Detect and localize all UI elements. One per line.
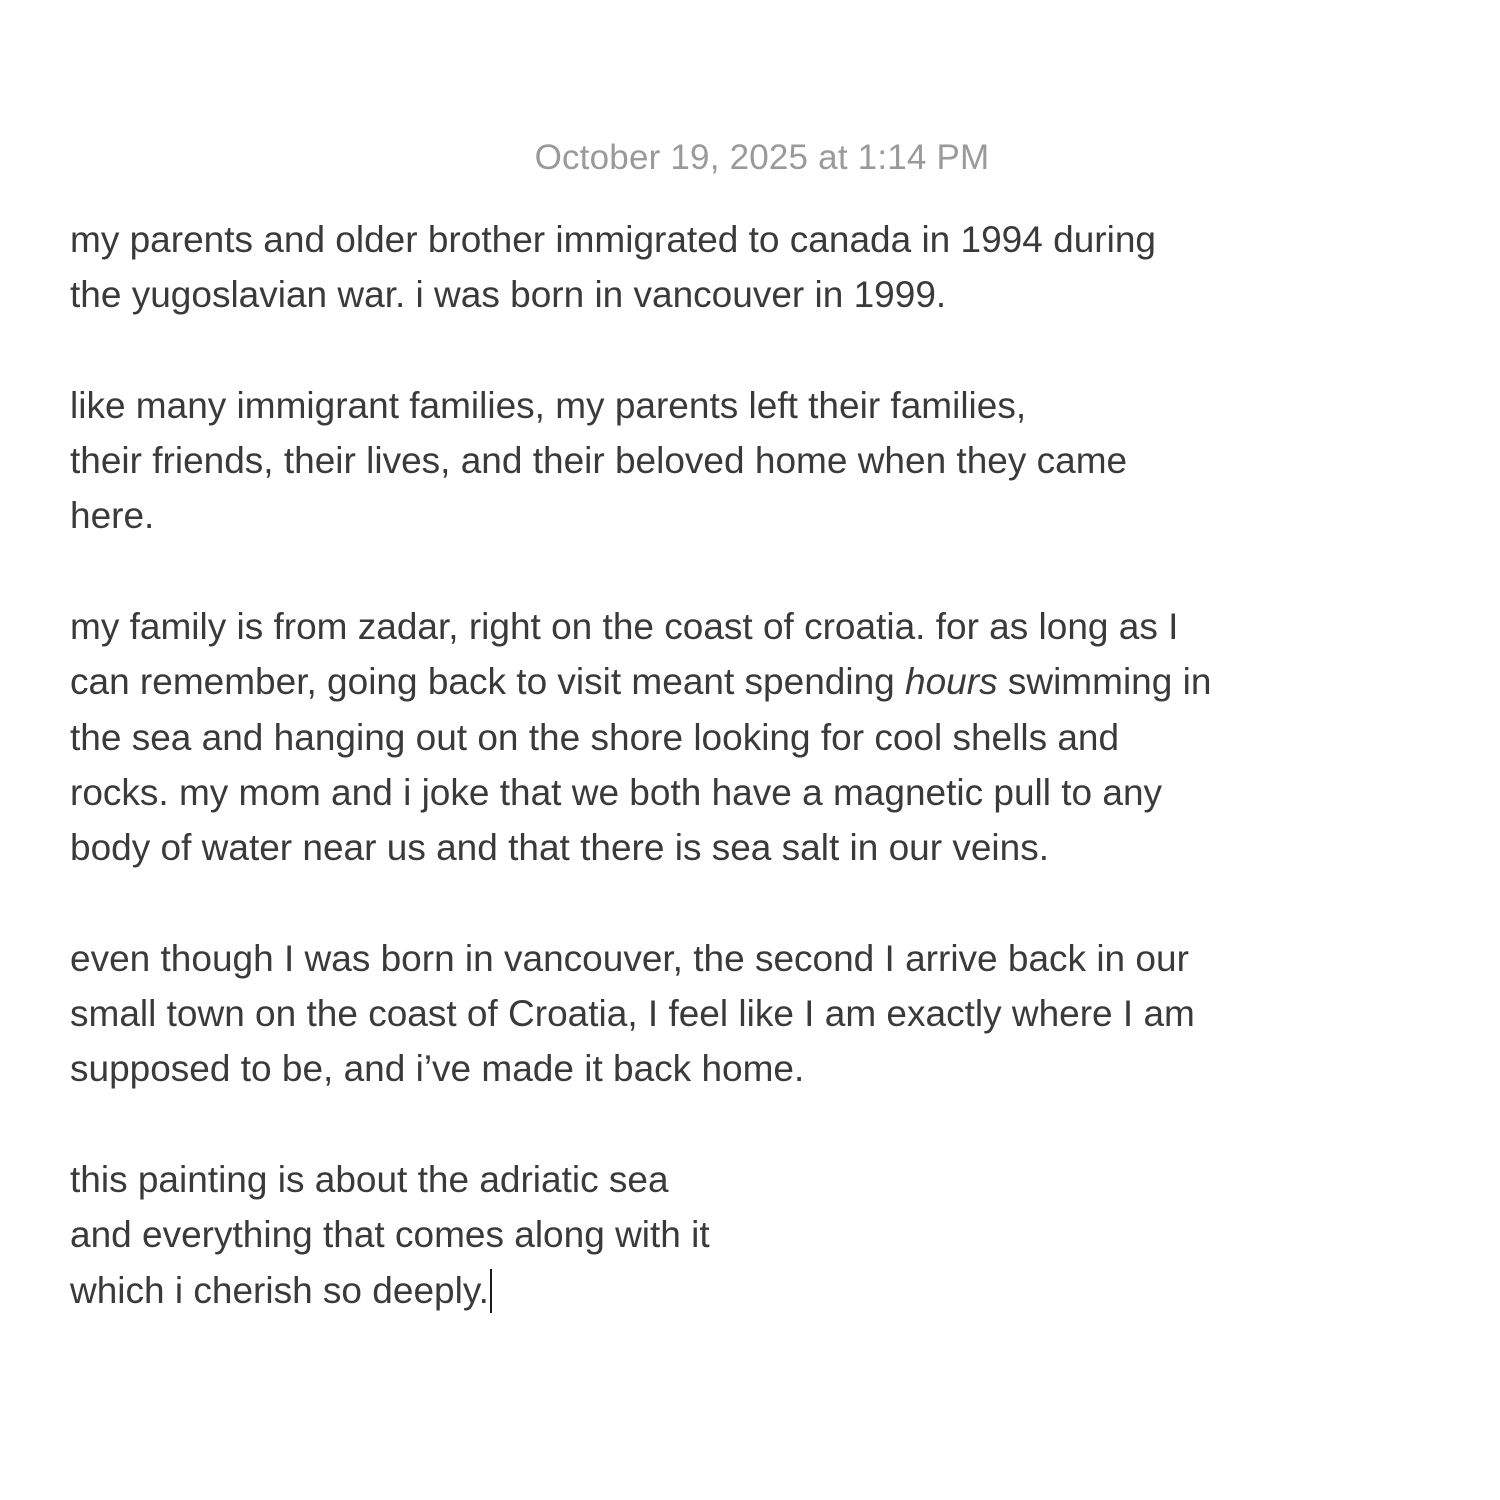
note-body[interactable]	[70, 212, 1480, 1318]
note-paragraph	[70, 378, 1480, 544]
note-paragraph	[70, 931, 1480, 1097]
note-line: and everything that comes along with it	[70, 1214, 710, 1256]
note-line: even though I was born in vancouver, the second I arrive back in our	[70, 937, 1189, 979]
note-line: my parents and older brother immigrated to canada in 1994 during	[70, 219, 1156, 260]
note-line: this painting is about the adriatic sea	[70, 1159, 669, 1201]
note-line: here.	[70, 495, 155, 537]
note-line: my family is from zadar, right on the coast of croatia. for as long as I	[70, 606, 1179, 648]
note-timestamp: October 19, 2025 at 1:14 PM	[534, 138, 990, 177]
note-text-run: which i cherish so deeply.	[70, 1269, 489, 1311]
note-paragraph	[70, 1152, 1480, 1318]
note-text-run: can remember, going back to visit meant spending	[70, 661, 906, 703]
note-line: small town on the coast of Croatia, I feel like I am exactly where I am	[70, 993, 1195, 1035]
note-line-with-italic	[70, 654, 1480, 709]
note-line: their friends, their lives, and their beloved home when they came	[70, 440, 1128, 482]
note-line: like many immigrant families, my parents left their families,	[70, 384, 1027, 426]
note-paragraph	[70, 212, 1480, 323]
note-line-last	[70, 1263, 1480, 1318]
note-line: the sea and hanging out on the shore looking for cool shells and	[70, 716, 1120, 758]
note-paragraph	[70, 599, 1480, 875]
text-cursor	[490, 1269, 492, 1313]
note-line: body of water near us and that there is sea salt in our veins.	[70, 827, 1050, 869]
italic-emphasis: hours	[905, 661, 998, 703]
note-text-run: swimming in	[997, 661, 1212, 703]
note-line: the yugoslavian war. i was born in vancouver in 1999.	[70, 274, 947, 316]
note-line: supposed to be, and i’ve made it back home.	[70, 1048, 805, 1090]
note-line: rocks. my mom and i joke that we both have a magnetic pull to any	[70, 771, 1163, 813]
